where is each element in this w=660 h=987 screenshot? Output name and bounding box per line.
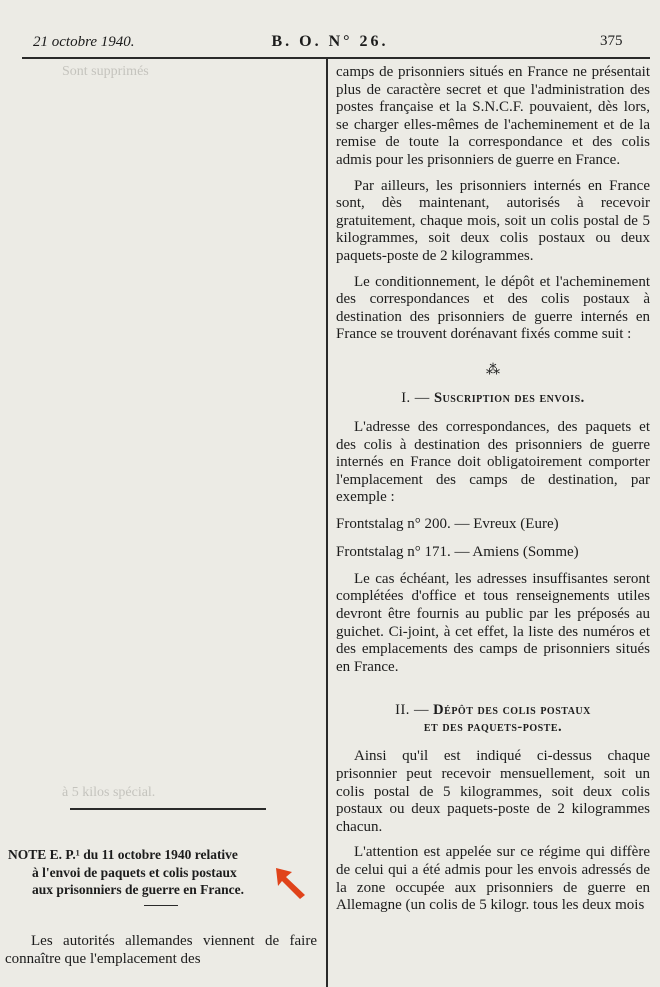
section-2-title-line-2: et des paquets-poste. (423, 719, 563, 736)
note-heading-line-3: aux prisonniers de guerre en France. (32, 882, 244, 897)
bleed-through-text-bottom: à 5 kilos spécial. (62, 785, 156, 800)
bleed-through-text-top: Sont supprimés (62, 64, 149, 79)
paragraph-1: camps de prisonniers situés en France ne présentait plus de caractère secret et que l'administration des postes française et la S.N.C.F. pouvaient, dès lors, se charger elles-mêmes de l'acheminement et de la remise de toute la correspondance et des colis admis pour les prisonniers de guerre en France. (336, 64, 650, 168)
section-rule (70, 808, 266, 810)
paragraph-7: L'attention est appelée sur ce régime qui diffère de celui qui a été admis pour les envois adressés de la zone occupée aux prisonniers de guerre en Allemagne (un colis de 5 kilogr. tous les deux mois (336, 844, 650, 914)
header-date: 21 octobre 1940. (33, 34, 135, 50)
right-column (336, 64, 650, 923)
paragraph-2: Par ailleurs, les prisonniers internés en France sont, dès maintenant, autorisés à recevoir gratuitement, chaque mois, soit un colis postal de 5 kilogrammes, soit deux colis postaux ou deux paquets-poste de 2 kilogrammes. (336, 177, 650, 264)
example-address-2: Frontstalag n° 171. — Amiens (Somme) (336, 543, 579, 560)
section-1-title: Suscription des envois. (433, 389, 585, 406)
paragraph-6: Ainsi qu'il est indiqué ci-dessus chaque prisonnier peut recevoir mensuellement, soit un colis postal de 5 kilogrammes, soit deux colis postaux ou deux paquets-poste de 2 kilogrammes chacun. (336, 748, 650, 835)
red-arrow-icon (272, 866, 308, 900)
section-ornament: ⁂ (486, 362, 500, 378)
section-2-heading (336, 702, 650, 736)
note-heading-line-1: NOTE E. P.¹ du 11 octobre 1940 relative (8, 847, 238, 862)
note-heading (6, 846, 314, 899)
section-2-number: II. — (395, 702, 430, 719)
paragraph-4: L'adresse des correspondances, des paquets et des colis à destination des prisonniers de guerre internés en France doit obligatoirement comporter l'emplacement des camps de destination, par exemple : (336, 418, 650, 506)
left-column (0, 0, 326, 987)
page-number: 375 (600, 33, 623, 49)
example-address-1: Frontstalag n° 200. — Evreux (Eure) (336, 515, 559, 532)
left-paragraph: Les autorités allemandes viennent de faire connaître que l'emplacement des (5, 933, 317, 967)
paragraph-5: Le cas échéant, les adresses insuffisantes seront complétées d'office et tous renseignements utiles devront être fournis au public par les préposés au guichet. Ci-joint, à cet effet, la liste des numéros et des emplacements des camps de prisonniers situés en France. (336, 570, 650, 675)
column-divider (326, 58, 328, 987)
note-rule (144, 905, 178, 906)
paragraph-3: Le conditionnement, le dépôt et l'acheminement des correspondances et des colis postaux à destination des prisonniers de guerre internés en France se trouvent dorénavant fixés comme suit : (336, 273, 650, 343)
header-title: B. O. N° 26. (271, 33, 389, 50)
section-1-heading (336, 390, 650, 407)
section-2-title-line-1: Dépôt des colis postaux (433, 702, 591, 719)
note-heading-line-2: à l'envoi de paquets et colis postaux (32, 864, 237, 880)
section-1-number: I. — (401, 389, 430, 406)
